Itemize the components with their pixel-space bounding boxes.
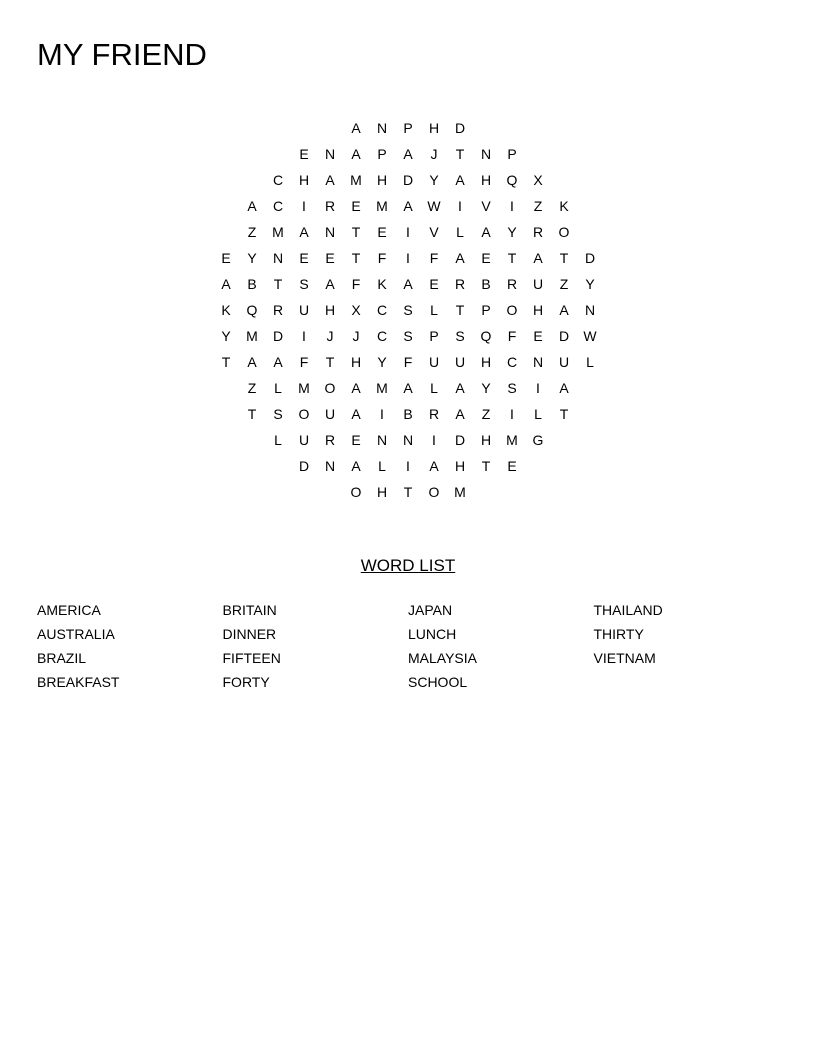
grid-letter: P: [377, 146, 387, 162]
word-list-item: AUSTRALIA: [37, 626, 115, 642]
word-list-heading: WORD LIST: [360, 556, 456, 575]
grid-letter: N: [324, 458, 336, 474]
grid-letter: H: [376, 172, 388, 188]
word-list-item: FORTY: [222, 674, 270, 690]
grid-letter: U: [532, 276, 544, 292]
grid-letter: U: [428, 354, 440, 370]
grid-letter: U: [298, 302, 310, 318]
grid-letter: K: [559, 198, 569, 214]
grid-letter: A: [455, 250, 465, 266]
grid-letter: T: [273, 276, 283, 292]
grid-letter: A: [351, 146, 361, 162]
grid-letter: N: [376, 120, 388, 136]
grid-letter: I: [302, 198, 306, 214]
word-list-item: BRITAIN: [222, 602, 277, 618]
grid-letter: A: [455, 172, 465, 188]
grid-letter: H: [428, 120, 440, 136]
grid-letter: T: [325, 354, 335, 370]
grid-letter: D: [454, 432, 466, 448]
grid-letter: R: [324, 432, 336, 448]
grid-letter: S: [403, 328, 413, 344]
grid-letter: W: [583, 328, 597, 344]
grid-letter: A: [351, 406, 361, 422]
grid-letter: L: [274, 432, 282, 448]
grid-letter: N: [532, 354, 544, 370]
grid-letter: U: [324, 406, 336, 422]
grid-letter: M: [298, 380, 310, 396]
grid-letter: R: [532, 224, 544, 240]
grid-letter: L: [274, 380, 282, 396]
grid-letter: W: [427, 198, 441, 214]
grid-letter: L: [430, 302, 438, 318]
grid-letter: M: [246, 328, 258, 344]
grid-letter: I: [302, 328, 306, 344]
grid-letter: J: [430, 146, 438, 162]
page-title: MY FRIEND: [37, 37, 207, 72]
grid-letter: T: [351, 250, 361, 266]
grid-letter: Y: [429, 172, 439, 188]
grid-letter: A: [351, 120, 361, 136]
grid-letter: U: [298, 432, 310, 448]
grid-letter: I: [510, 198, 514, 214]
grid-letter: R: [454, 276, 466, 292]
grid-letter: I: [510, 406, 514, 422]
grid-letter: S: [507, 380, 517, 396]
grid-letter: J: [352, 328, 360, 344]
word-list-item: AMERICA: [37, 602, 101, 618]
grid-letter: A: [299, 224, 309, 240]
grid-letter: M: [376, 380, 388, 396]
grid-letter: N: [402, 432, 414, 448]
grid-letter: E: [325, 250, 335, 266]
grid-letter: E: [299, 146, 309, 162]
grid-letter: S: [299, 276, 309, 292]
grid-letter: A: [559, 302, 569, 318]
grid-letter: N: [324, 146, 336, 162]
grid-letter: G: [532, 432, 544, 448]
grid-letter: D: [584, 250, 596, 266]
grid-letter: T: [221, 354, 231, 370]
grid-letter: Z: [533, 198, 543, 214]
grid-letter: E: [533, 328, 543, 344]
grid-letter: O: [324, 380, 336, 396]
grid-letter: B: [481, 276, 491, 292]
grid-letter: Z: [481, 406, 491, 422]
grid-letter: C: [272, 172, 284, 188]
grid-letter: M: [376, 198, 388, 214]
grid-letter: S: [455, 328, 465, 344]
grid-letter: H: [454, 458, 466, 474]
grid-letter: V: [429, 224, 439, 240]
grid-letter: Y: [377, 354, 387, 370]
word-list-item: JAPAN: [408, 602, 453, 618]
grid-letter: H: [480, 432, 492, 448]
grid-letter: Y: [221, 328, 231, 344]
grid-letter: M: [506, 432, 518, 448]
word-list-item: DINNER: [222, 626, 277, 642]
grid-letter: V: [481, 198, 491, 214]
grid-letter: D: [272, 328, 284, 344]
grid-letter: R: [506, 276, 518, 292]
grid-letter: F: [377, 250, 387, 266]
grid-letter: T: [455, 146, 465, 162]
grid-letter: P: [481, 302, 491, 318]
grid-letter: A: [533, 250, 543, 266]
grid-letter: B: [247, 276, 257, 292]
grid-letter: T: [455, 302, 465, 318]
grid-letter: T: [351, 224, 361, 240]
grid-letter: N: [480, 146, 492, 162]
grid-letter: L: [534, 406, 542, 422]
grid-letter: X: [533, 172, 543, 188]
word-list-item: SCHOOL: [408, 674, 468, 690]
grid-letter: I: [458, 198, 462, 214]
grid-letter: K: [377, 276, 387, 292]
grid-letter: A: [351, 380, 361, 396]
grid-letter: A: [221, 276, 231, 292]
grid-letter: I: [406, 458, 410, 474]
grid-letter: T: [247, 406, 257, 422]
grid-letter: I: [536, 380, 540, 396]
grid-letter: X: [351, 302, 361, 318]
grid-letter: A: [403, 146, 413, 162]
grid-letter: P: [429, 328, 439, 344]
grid-letter: Y: [585, 276, 595, 292]
grid-letter: N: [376, 432, 388, 448]
grid-letter: S: [403, 302, 413, 318]
grid-letter: F: [403, 354, 413, 370]
grid-letter: Q: [480, 328, 492, 344]
grid-letter: A: [403, 198, 413, 214]
grid-letter: T: [403, 484, 413, 500]
grid-letter: M: [454, 484, 466, 500]
grid-letter: C: [272, 198, 284, 214]
grid-letter: L: [586, 354, 594, 370]
word-list-item: BREAKFAST: [37, 674, 120, 690]
grid-letter: A: [351, 458, 361, 474]
grid-letter: N: [584, 302, 596, 318]
word-list: [37, 600, 779, 696]
grid-letter: N: [272, 250, 284, 266]
grid-letter: H: [532, 302, 544, 318]
grid-letter: E: [299, 250, 309, 266]
grid-letter: Z: [247, 224, 257, 240]
grid-letter: T: [559, 250, 569, 266]
grid-letter: H: [324, 302, 336, 318]
grid-letter: L: [456, 224, 464, 240]
grid-letter: A: [325, 276, 335, 292]
word-list-item: THAILAND: [593, 602, 663, 618]
word-list-item: BRAZIL: [37, 650, 87, 666]
grid-letter: H: [298, 172, 310, 188]
grid-letter: A: [559, 380, 569, 396]
grid-letter: E: [481, 250, 491, 266]
grid-letter: R: [324, 198, 336, 214]
grid-letter: U: [558, 354, 570, 370]
grid-letter: I: [406, 250, 410, 266]
grid-letter: A: [455, 406, 465, 422]
grid-letter: O: [298, 406, 310, 422]
word-list-item: FIFTEEN: [222, 650, 281, 666]
grid-letter: Z: [559, 276, 569, 292]
grid-letter: T: [481, 458, 491, 474]
grid-letter: J: [326, 328, 334, 344]
grid-letter: C: [506, 354, 518, 370]
word-list-item: MALAYSIA: [408, 650, 477, 666]
grid-letter: T: [559, 406, 569, 422]
grid-letter: B: [403, 406, 413, 422]
grid-letter: M: [272, 224, 284, 240]
grid-letter: I: [380, 406, 384, 422]
grid-letter: A: [247, 354, 257, 370]
grid-letter: A: [481, 224, 491, 240]
grid-letter: F: [507, 328, 517, 344]
grid-letter: O: [350, 484, 362, 500]
grid-letter: I: [432, 432, 436, 448]
grid-letter: L: [430, 380, 438, 396]
grid-letter: U: [454, 354, 466, 370]
grid-letter: C: [376, 328, 388, 344]
grid-letter: D: [558, 328, 570, 344]
grid-letter: I: [406, 224, 410, 240]
word-list-item: LUNCH: [408, 626, 457, 642]
grid-letter: F: [429, 250, 439, 266]
grid-letter: O: [558, 224, 570, 240]
grid-letter: E: [351, 432, 361, 448]
grid-letter: T: [507, 250, 517, 266]
word-list-item: VIETNAM: [593, 650, 656, 666]
grid-letter: N: [324, 224, 336, 240]
grid-letter: S: [273, 406, 283, 422]
grid-letter: P: [403, 120, 413, 136]
grid-letter: K: [221, 302, 231, 318]
grid-letter: M: [350, 172, 362, 188]
grid-letter: E: [377, 224, 387, 240]
grid-letter: A: [403, 276, 413, 292]
grid-letter: A: [247, 198, 257, 214]
grid-letter: H: [350, 354, 362, 370]
grid-letter: F: [351, 276, 361, 292]
grid-letter: D: [402, 172, 414, 188]
grid-letter: Z: [247, 380, 257, 396]
grid-letter: Q: [506, 172, 518, 188]
grid-letter: H: [480, 172, 492, 188]
grid-letter: O: [506, 302, 518, 318]
word-list-item: THIRTY: [593, 626, 644, 642]
grid-letter: Y: [507, 224, 517, 240]
grid-letter: O: [428, 484, 440, 500]
grid-letter: Y: [481, 380, 491, 396]
grid-letter: D: [298, 458, 310, 474]
grid-letter: E: [507, 458, 517, 474]
grid-letter: L: [378, 458, 386, 474]
grid-letter: R: [272, 302, 284, 318]
grid-letter: A: [455, 380, 465, 396]
grid-letter: A: [325, 172, 335, 188]
grid-letter: Y: [247, 250, 257, 266]
grid-letter: A: [429, 458, 439, 474]
grid-letter: Q: [246, 302, 258, 318]
grid-letter: D: [454, 120, 466, 136]
grid-letter: F: [299, 354, 309, 370]
grid-letter: C: [376, 302, 388, 318]
grid-letter: A: [403, 380, 413, 396]
grid-letter: E: [221, 250, 231, 266]
grid-letter: E: [351, 198, 361, 214]
grid-letter: H: [480, 354, 492, 370]
grid-letter: P: [507, 146, 517, 162]
grid-letter: E: [429, 276, 439, 292]
grid-letter: A: [273, 354, 283, 370]
grid-letter: H: [376, 484, 388, 500]
word-search-grid: [0, 0, 816, 520]
grid-letter: R: [428, 406, 440, 422]
